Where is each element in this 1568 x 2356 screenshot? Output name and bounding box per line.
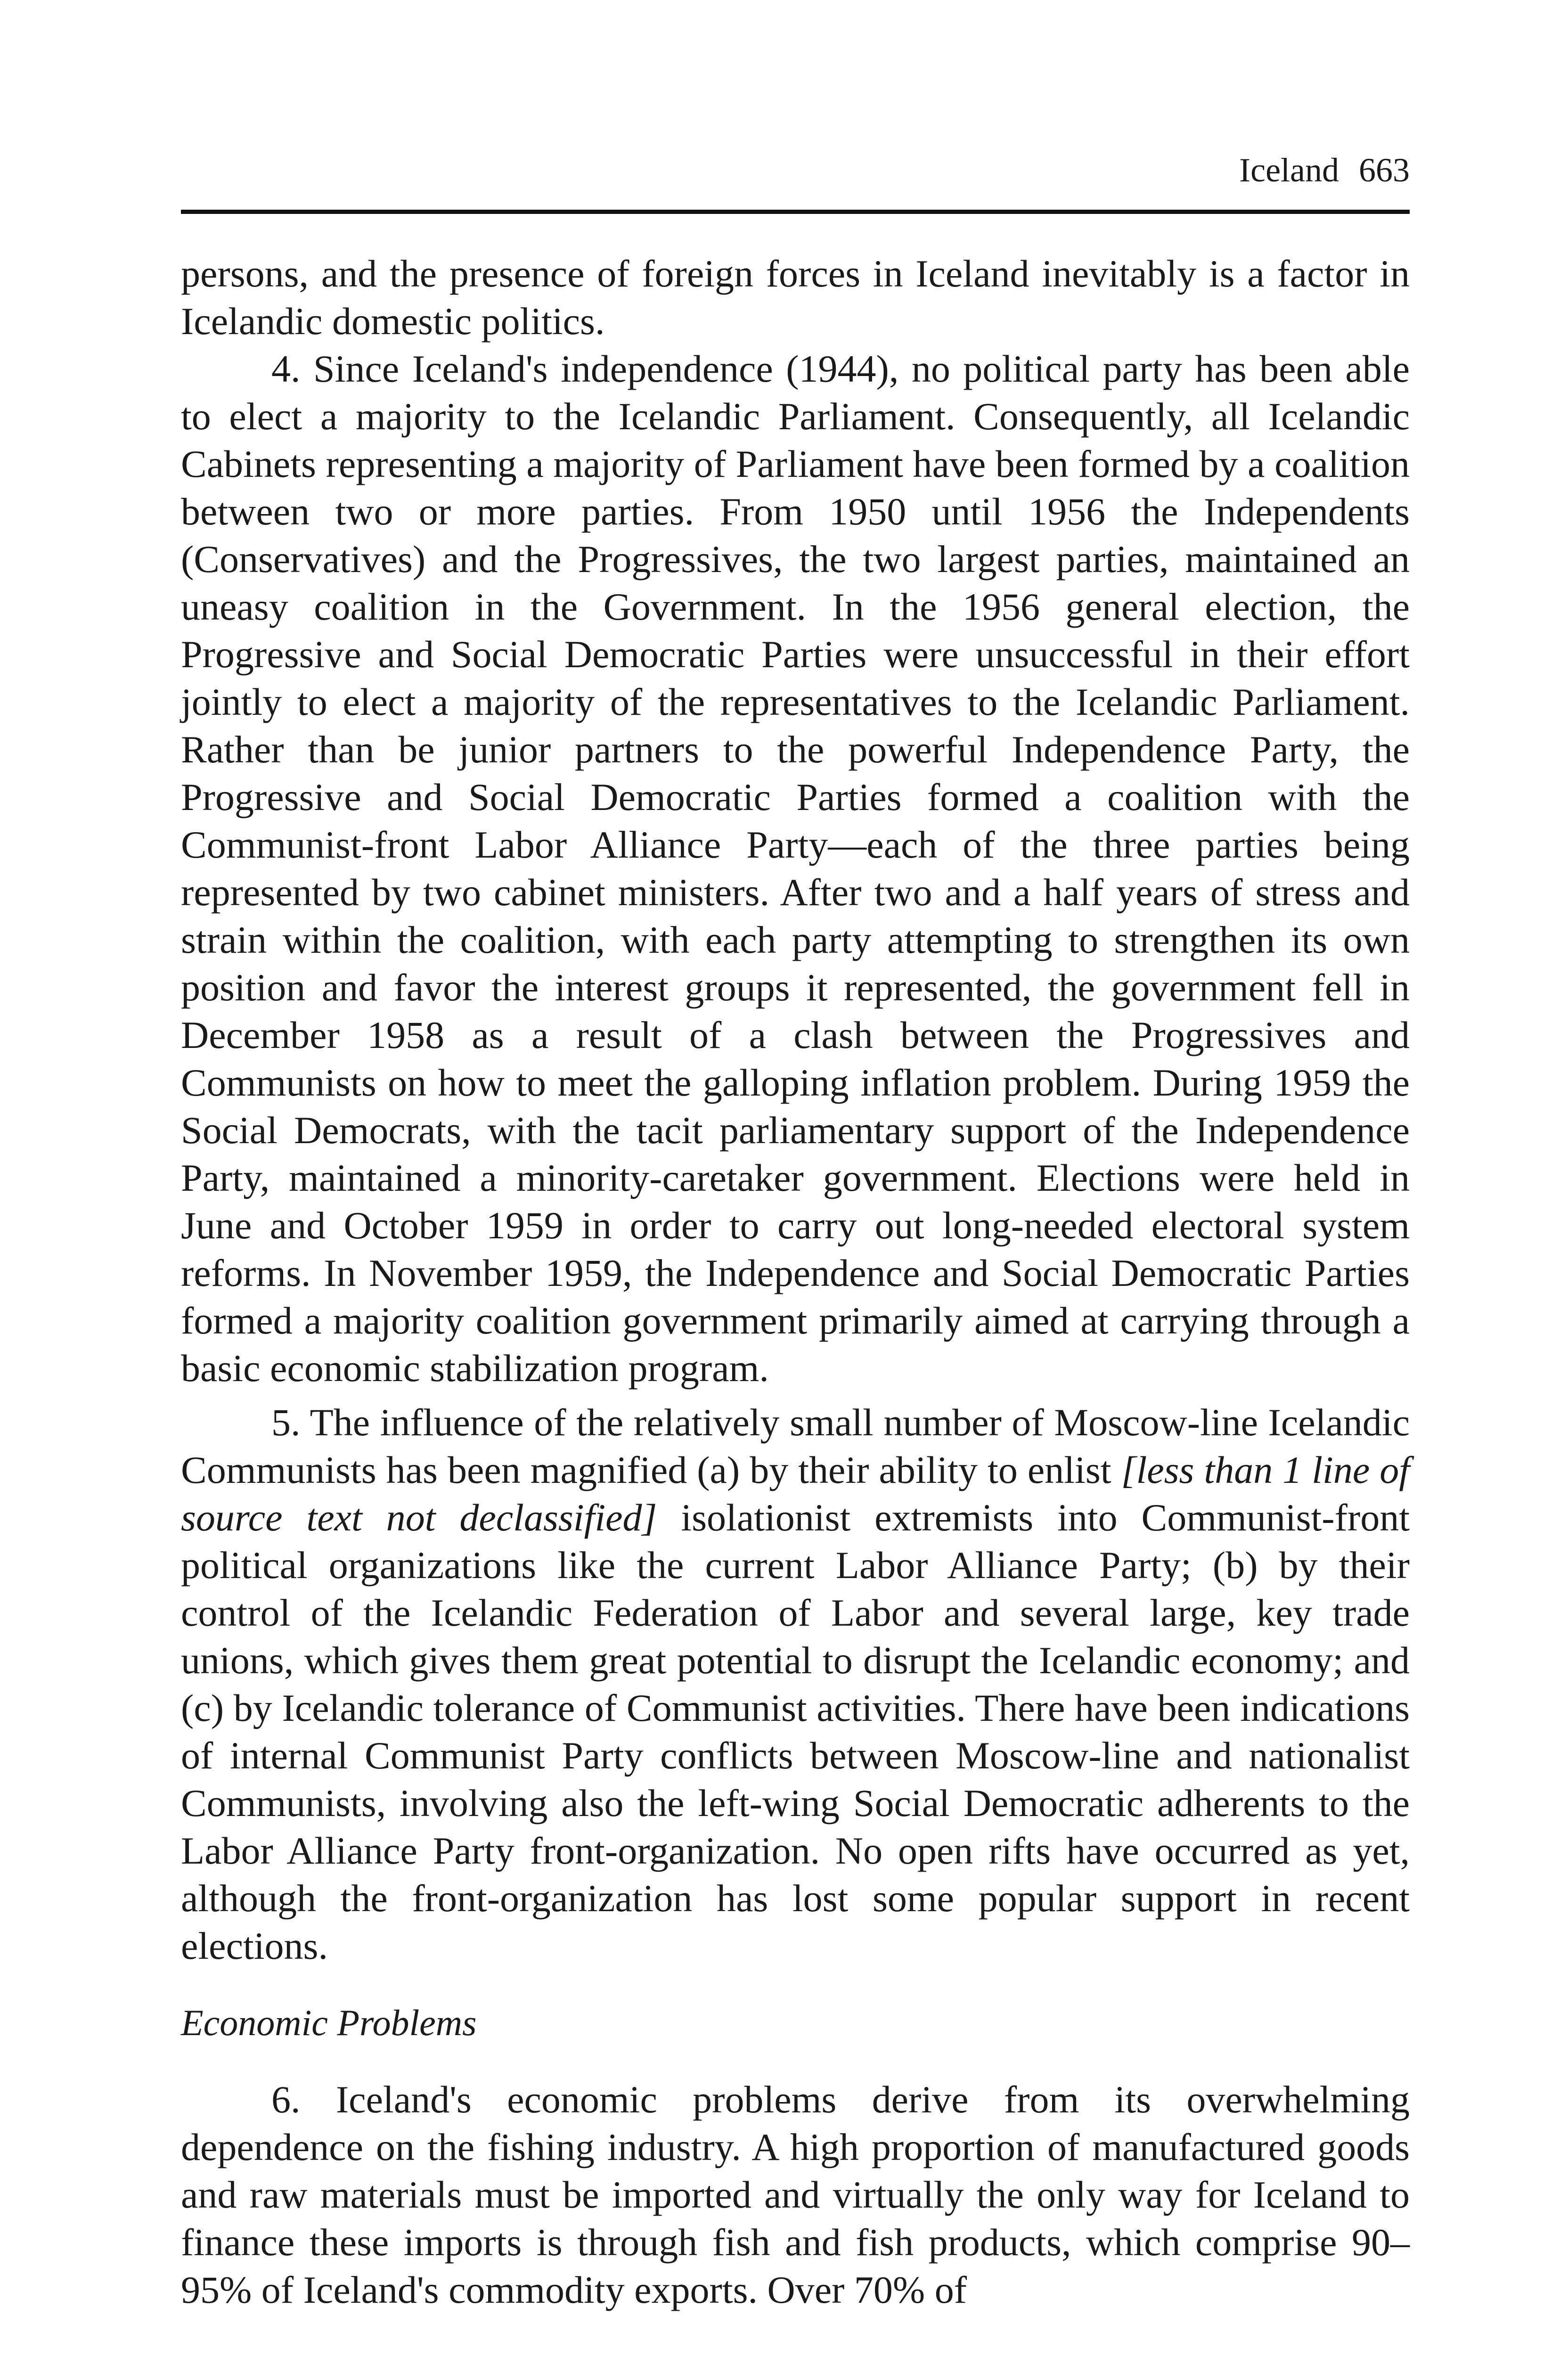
page-body [181, 250, 1410, 2314]
paragraph-5-text-before: 5. The influence of the relatively small number of Moscow-line Icelandic Communists has been magnified (a) by their ability to enlist [181, 1401, 1410, 1491]
running-head [181, 153, 1410, 187]
paragraph-5 [181, 1399, 1410, 1970]
page-number: 663 [1359, 151, 1410, 189]
running-title: Iceland [1239, 151, 1339, 189]
header-rule [181, 210, 1410, 214]
paragraph-6: 6. Iceland's economic problems derive from its overwhelming dependence on the fishing industry. A high proportion of manufactured goods and raw materials must be imported and virtually the only way for Iceland to finance these imports is through fish and fish products, which comprise 90–95% of Iceland's commodity exports. Over 70% of [181, 2078, 1410, 2311]
paragraph-5-text-after: isolationist extremists into Communist-front political organizations like the current Labor Alliance Party; (b) by their control of the Icelandic Federation of Labor and several large, key trade unions, which gives them great potential to disrupt the Icelandic economy; and (c) by Icelandic tolerance of Communist activities. There have been indications of internal Communist Party conflicts between Moscow-line and nationalist Communists, involving also the left-wing Social Democratic adherents to the Labor Alliance Party front-organization. No open rifts have occurred as yet, although the front-organization has lost some popular support in recent elections. [181, 1496, 1410, 1967]
redaction-note: [less than 1 line of source text not declassified] [181, 1448, 1410, 1539]
paragraph-continuation: persons, and the presence of foreign forces in Iceland inevitably is a factor in Icelandic domestic politics. [181, 252, 1410, 343]
section-heading-economic-problems: Economic Problems [181, 2002, 477, 2043]
paragraph-4: 4. Since Iceland's independence (1944), no political party has been able to elect a majority to the Icelandic Parliament. Consequently, all Icelandic Cabinets representing a majority of Parliament have been formed by a coalition between two or more parties. From 1950 until 1956 the Independents (Conservatives) and the Progressives, the two largest parties, maintained an uneasy coalition in the Government. In the 1956 general election, the Progressive and Social Democratic Parties were unsuccessful in their effort jointly to elect a majority of the representatives to the Icelandic Parliament. Rather than be junior partners to the powerful Independence Party, the Progressive and Social Democratic Parties formed a coalition with the Communist-front Labor Alliance Party—each of the three parties being represented by two cabinet ministers. After two and a half years of stress and strain within the coalition, with each party attempting to strengthen its own position and favor the interest groups it represented, the government fell in December 1958 as a result of a clash between the Progressives and Communists on how to meet the galloping inflation problem. During 1959 the Social Democrats, with the tacit parliamentary support of the Independence Party, maintained a minority-caretaker government. Elections were held in June and October 1959 in order to carry out long-needed electoral system reforms. In November 1959, the Independence and Social Democratic Parties formed a majority coalition government primarily aimed at carrying through a basic economic stabilization program. [181, 347, 1410, 1390]
